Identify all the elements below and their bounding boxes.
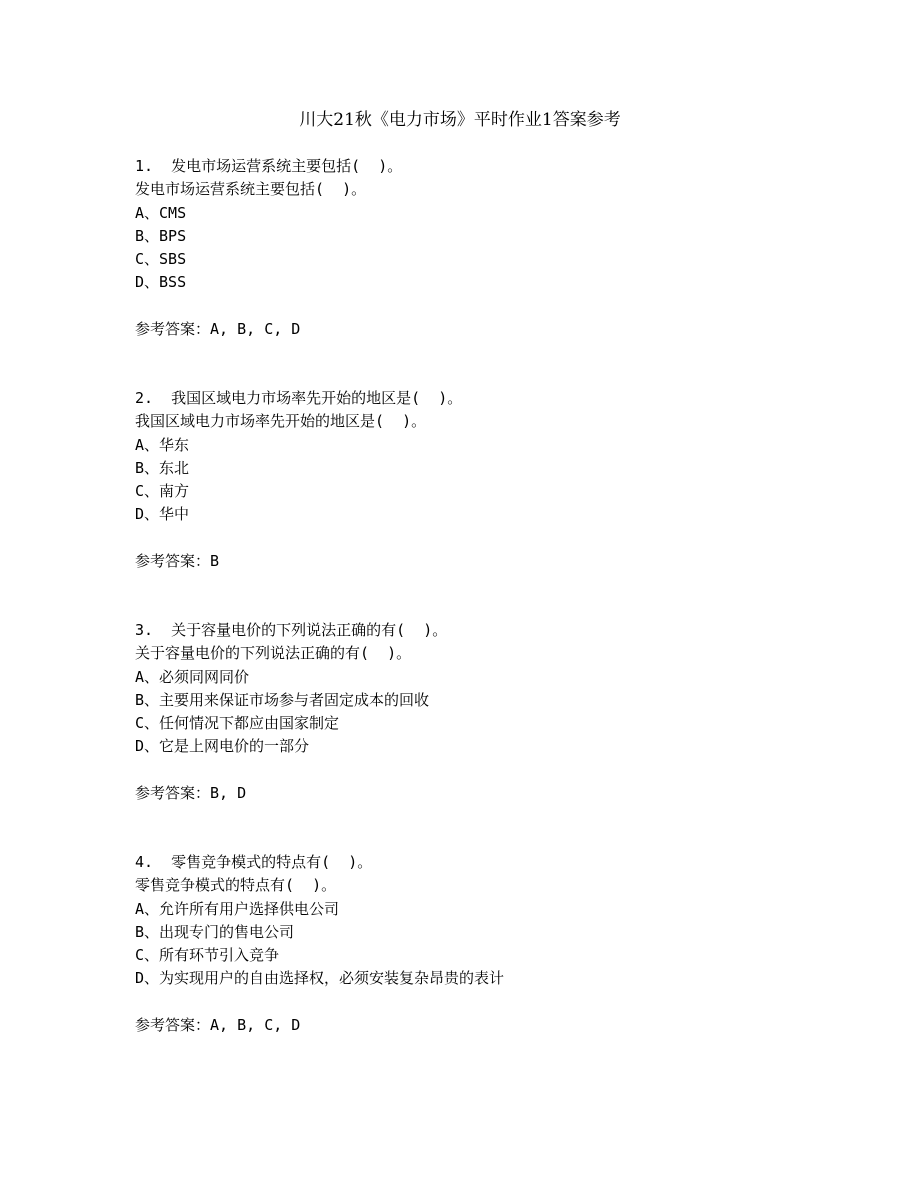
question-4 <box>135 851 835 1083</box>
answer-value: A, B, C, D <box>210 320 301 339</box>
option-a: A、必须同网同价 <box>135 667 250 686</box>
option-b: B、东北 <box>135 458 190 477</box>
spacer <box>135 991 835 1014</box>
option-d: D、为实现用户的自由选择权，必须安装复杂昂贵的表计 <box>135 969 505 988</box>
spacer <box>135 759 835 782</box>
question-heading: 1. 发电市场运营系统主要包括( )。 <box>135 157 403 175</box>
answer-value: A, B, C, D <box>210 1016 301 1035</box>
question-1 <box>135 155 835 387</box>
answer-line <box>135 318 835 341</box>
option-d: D、华中 <box>135 505 190 524</box>
question-stem: 关于容量电价的下列说法正确的有( )。 <box>135 644 412 663</box>
answer-line <box>135 782 835 805</box>
option-b: B、出现专门的售电公司 <box>135 922 295 941</box>
spacer <box>135 295 835 318</box>
question-heading: 3. 关于容量电价的下列说法正确的有( )。 <box>135 621 448 639</box>
question-stem: 发电市场运营系统主要包括( )。 <box>135 180 367 199</box>
question-heading: 4. 零售竞争模式的特点有( )。 <box>135 853 373 871</box>
option-c: C、所有环节引入竞争 <box>135 946 280 965</box>
question-2 <box>135 387 835 619</box>
question-stem: 我国区域电力市场率先开始的地区是( )。 <box>135 412 427 431</box>
answer-prefix: 参考答案： <box>135 552 211 571</box>
option-a: A、允许所有用户选择供电公司 <box>135 899 340 918</box>
answer-prefix: 参考答案： <box>135 1016 211 1035</box>
answer-prefix: 参考答案： <box>135 784 211 803</box>
option-a: A、CMS <box>135 203 187 222</box>
question-stem: 零售竞争模式的特点有( )。 <box>135 876 337 895</box>
question-heading: 2. 我国区域电力市场率先开始的地区是( )。 <box>135 389 463 407</box>
option-c: C、SBS <box>135 250 187 269</box>
answer-line <box>135 550 835 573</box>
option-d: D、BSS <box>135 273 187 292</box>
question-list <box>135 155 835 1083</box>
option-b: B、BPS <box>135 226 187 245</box>
answer-prefix: 参考答案： <box>135 320 211 339</box>
answer-value: B <box>210 552 220 571</box>
option-a: A、华东 <box>135 435 190 454</box>
spacer <box>135 527 835 550</box>
answer-value: B, D <box>210 784 247 803</box>
option-c: C、任何情况下都应由国家制定 <box>135 714 340 733</box>
option-b: B、主要用来保证市场参与者固定成本的回收 <box>135 690 430 709</box>
question-3 <box>135 619 835 851</box>
answer-line <box>135 1014 835 1037</box>
option-c: C、南方 <box>135 482 190 501</box>
document-title: 川大21秋《电力市场》平时作业1答案参考 <box>299 110 621 130</box>
option-d: D、它是上网电价的一部分 <box>135 737 310 756</box>
